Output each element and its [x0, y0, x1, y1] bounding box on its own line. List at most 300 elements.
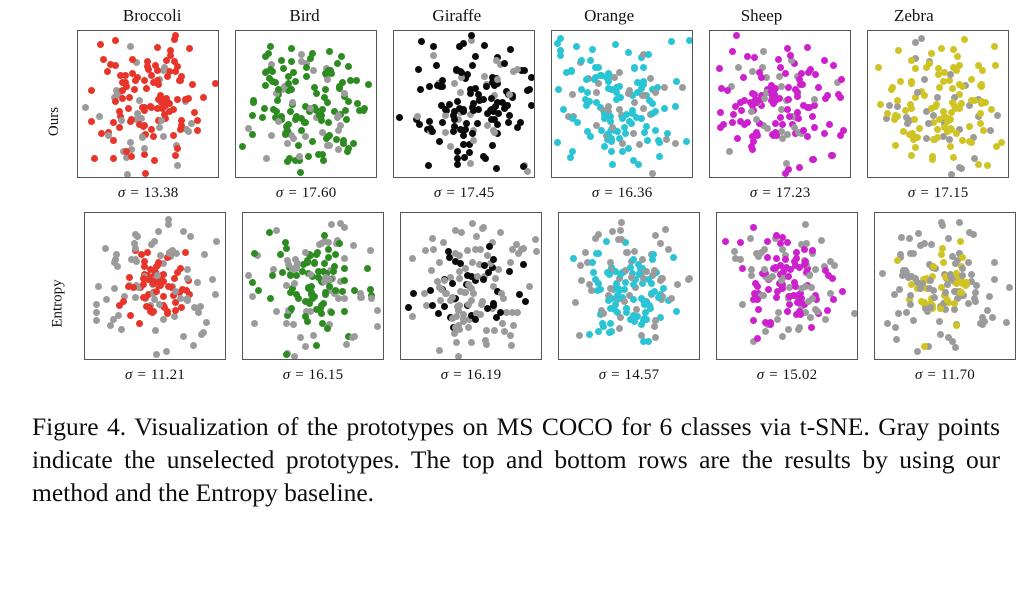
prototype-point — [737, 239, 744, 246]
prototype-point — [751, 54, 758, 61]
prototype-point — [619, 148, 626, 155]
unselected-prototype-point — [341, 295, 348, 302]
column-header-broccoli: Broccoli — [122, 6, 182, 25]
prototype-point — [88, 87, 95, 94]
prototype-point — [587, 57, 594, 64]
unselected-prototype-point — [795, 326, 802, 333]
prototype-point — [749, 146, 756, 153]
scatter-panel — [393, 30, 535, 178]
unselected-prototype-point — [326, 142, 333, 149]
unselected-prototype-point — [139, 134, 146, 141]
prototype-point — [497, 309, 504, 316]
prototype-point — [734, 135, 741, 142]
unselected-prototype-point — [631, 99, 638, 106]
prototype-point — [950, 154, 957, 161]
unselected-prototype-point — [127, 43, 134, 50]
unselected-prototype-point — [893, 336, 900, 343]
prototype-point — [776, 95, 783, 102]
prototype-point — [949, 85, 956, 92]
prototype-point — [521, 67, 528, 74]
prototype-point — [560, 106, 567, 113]
prototype-point — [765, 286, 772, 293]
unselected-prototype-point — [818, 237, 825, 244]
unselected-prototype-point — [501, 328, 508, 335]
unselected-prototype-point — [93, 317, 100, 324]
prototype-point — [824, 307, 831, 314]
prototype-point — [563, 69, 570, 76]
unselected-prototype-point — [569, 91, 576, 98]
sigma-label: σ = 16.15 — [282, 367, 344, 383]
prototype-point — [326, 48, 333, 55]
prototype-point — [672, 103, 679, 110]
prototype-point — [609, 161, 616, 168]
prototype-point — [957, 238, 964, 245]
unselected-prototype-point — [456, 302, 463, 309]
unselected-prototype-point — [526, 283, 533, 290]
unselected-prototype-point — [302, 133, 309, 140]
prototype-point — [812, 71, 819, 78]
prototype-point — [993, 143, 1000, 150]
prototype-point — [892, 142, 899, 149]
prototype-point — [938, 45, 945, 52]
prototype-point — [822, 267, 829, 274]
prototype-point — [434, 82, 441, 89]
prototype-point — [141, 151, 148, 158]
unselected-prototype-point — [245, 125, 252, 132]
unselected-prototype-point — [430, 246, 437, 253]
column-header-zebra: Zebra — [893, 6, 934, 25]
prototype-point — [753, 99, 760, 106]
prototype-point — [894, 97, 901, 104]
column-header-sheep: Sheep — [740, 6, 783, 25]
prototype-point — [650, 251, 657, 258]
unselected-prototype-point — [572, 299, 579, 306]
prototype-point — [902, 107, 909, 114]
prototype-point — [980, 127, 987, 134]
unselected-prototype-point — [82, 104, 89, 111]
prototype-point — [717, 109, 724, 116]
unselected-prototype-point — [616, 106, 623, 113]
prototype-point — [520, 261, 527, 268]
unselected-prototype-point — [987, 127, 994, 134]
prototype-point — [194, 117, 201, 124]
prototype-point — [415, 66, 422, 73]
unselected-prototype-point — [273, 227, 280, 234]
prototype-point — [410, 290, 417, 297]
prototype-point — [269, 272, 276, 279]
prototype-point — [991, 43, 998, 50]
prototype-point — [304, 257, 311, 264]
unselected-prototype-point — [945, 235, 952, 242]
prototype-point — [975, 161, 982, 168]
prototype-point — [953, 322, 960, 329]
prototype-point — [668, 38, 675, 45]
prototype-point — [634, 89, 641, 96]
prototype-point — [809, 113, 816, 120]
unselected-prototype-point — [927, 277, 934, 284]
unselected-prototype-point — [180, 333, 187, 340]
unselected-prototype-point — [443, 290, 450, 297]
unselected-prototype-point — [674, 281, 681, 288]
unselected-prototype-point — [409, 313, 416, 320]
scatter-panel — [558, 212, 700, 360]
unselected-prototype-point — [498, 290, 505, 297]
prototype-point — [454, 98, 461, 105]
prototype-point — [928, 50, 935, 57]
unselected-prototype-point — [310, 67, 317, 74]
prototype-point — [427, 287, 434, 294]
unselected-prototype-point — [468, 339, 475, 346]
prototype-point — [277, 251, 284, 258]
prototype-point — [182, 249, 189, 256]
unselected-prototype-point — [748, 266, 755, 273]
prototype-point — [107, 61, 114, 68]
prototype-point — [640, 78, 647, 85]
unselected-prototype-point — [298, 51, 305, 58]
prototype-point — [480, 276, 487, 283]
prototype-point — [481, 42, 488, 49]
unselected-prototype-point — [607, 259, 614, 266]
prototype-point — [826, 121, 833, 128]
prototype-point — [785, 273, 792, 280]
unselected-prototype-point — [470, 137, 477, 144]
prototype-point — [429, 128, 436, 135]
unselected-prototype-point — [148, 241, 155, 248]
prototype-point — [625, 145, 632, 152]
sigma-label: σ = 13.38 — [117, 185, 179, 201]
unselected-prototype-point — [367, 247, 374, 254]
prototype-point — [772, 120, 779, 127]
unselected-prototype-point — [668, 295, 675, 302]
unselected-prototype-point — [132, 294, 139, 301]
prototype-point — [888, 86, 895, 93]
prototype-point — [724, 87, 731, 94]
prototype-point — [630, 157, 637, 164]
prototype-point — [796, 76, 803, 83]
prototype-point — [332, 287, 339, 294]
unselected-prototype-point — [470, 290, 477, 297]
unselected-prototype-point — [779, 246, 786, 253]
prototype-point — [961, 36, 968, 43]
unselected-prototype-point — [422, 247, 429, 254]
unselected-prototype-point — [931, 294, 938, 301]
unselected-prototype-point — [761, 95, 768, 102]
prototype-point — [670, 254, 677, 261]
prototype-point — [267, 43, 274, 50]
unselected-prototype-point — [483, 327, 490, 334]
prototype-point — [884, 110, 891, 117]
unselected-prototype-point — [532, 236, 539, 243]
prototype-point — [617, 271, 624, 278]
prototype-point — [292, 78, 299, 85]
prototype-point — [897, 78, 904, 85]
unselected-prototype-point — [593, 89, 600, 96]
prototype-point — [460, 132, 467, 139]
prototype-point — [303, 73, 310, 80]
prototype-point — [740, 74, 747, 81]
prototype-point — [417, 86, 424, 93]
unselected-prototype-point — [213, 238, 220, 245]
unselected-prototype-point — [524, 168, 531, 175]
unselected-prototype-point — [251, 320, 258, 327]
prototype-point — [481, 262, 488, 269]
prototype-point — [266, 75, 273, 82]
unselected-prototype-point — [748, 108, 755, 115]
prototype-point — [767, 319, 774, 326]
unselected-prototype-point — [334, 114, 341, 121]
unselected-prototype-point — [618, 219, 625, 226]
prototype-point — [430, 43, 437, 50]
prototype-point — [313, 342, 320, 349]
prototype-point — [625, 49, 632, 56]
prototype-point — [125, 105, 132, 112]
prototype-point — [305, 153, 312, 160]
unselected-prototype-point — [469, 220, 476, 227]
prototype-point — [638, 115, 645, 122]
unselected-prototype-point — [956, 219, 963, 226]
unselected-prototype-point — [906, 235, 913, 242]
prototype-point — [426, 118, 433, 125]
prototype-point — [286, 155, 293, 162]
prototype-point — [140, 281, 147, 288]
prototype-point — [249, 112, 256, 119]
unselected-prototype-point — [625, 90, 632, 97]
prototype-point — [971, 97, 978, 104]
scatter-panel — [400, 212, 542, 360]
unselected-prototype-point — [429, 235, 436, 242]
unselected-prototype-point — [190, 342, 197, 349]
prototype-point — [839, 288, 846, 295]
unselected-prototype-point — [462, 289, 469, 296]
prototype-point — [274, 97, 281, 104]
unselected-prototype-point — [291, 353, 298, 360]
prototype-point — [809, 247, 816, 254]
unselected-prototype-point — [812, 266, 819, 273]
unselected-prototype-point — [991, 276, 998, 283]
prototype-point — [785, 96, 792, 103]
unselected-prototype-point — [481, 73, 488, 80]
prototype-point — [583, 102, 590, 109]
unselected-prototype-point — [921, 76, 928, 83]
row-label-entropy: Entropy — [49, 278, 66, 328]
unselected-prototype-point — [661, 84, 668, 91]
prototype-point — [627, 264, 634, 271]
prototype-point — [167, 52, 174, 59]
prototype-point — [673, 78, 680, 85]
prototype-point — [325, 246, 332, 253]
unselected-prototype-point — [811, 96, 818, 103]
unselected-prototype-point — [1003, 319, 1010, 326]
scatter-panel — [874, 212, 1016, 360]
unselected-prototype-point — [335, 146, 342, 153]
prototype-point — [186, 45, 193, 52]
prototype-point — [463, 120, 470, 127]
unselected-prototype-point — [456, 275, 463, 282]
prototype-point — [652, 127, 659, 134]
prototype-point — [554, 139, 561, 146]
unselected-prototype-point — [160, 316, 167, 323]
unselected-prototype-point — [465, 324, 472, 331]
cell-entropy-broccoli — [76, 212, 234, 394]
prototype-point — [200, 94, 207, 101]
prototype-point — [977, 110, 984, 117]
prototype-point — [164, 73, 171, 80]
unselected-prototype-point — [640, 105, 647, 112]
prototype-point — [784, 308, 791, 315]
unselected-prototype-point — [163, 348, 170, 355]
prototype-point — [441, 303, 448, 310]
unselected-prototype-point — [421, 290, 428, 297]
prototype-point — [506, 112, 513, 119]
prototype-point — [644, 137, 651, 144]
unselected-prototype-point — [457, 89, 464, 96]
prototype-point — [795, 115, 802, 122]
prototype-point — [617, 94, 624, 101]
prototype-point — [131, 86, 138, 93]
unselected-prototype-point — [141, 145, 148, 152]
prototype-point — [608, 86, 615, 93]
unselected-prototype-point — [479, 298, 486, 305]
prototype-point — [313, 90, 320, 97]
unselected-prototype-point — [631, 248, 638, 255]
unselected-prototype-point — [617, 314, 624, 321]
prototype-point — [754, 132, 761, 139]
unselected-prototype-point — [209, 276, 216, 283]
unselected-prototype-point — [628, 274, 635, 281]
unselected-prototype-point — [806, 272, 813, 279]
unselected-prototype-point — [576, 332, 583, 339]
prototype-point — [595, 328, 602, 335]
prototype-point — [944, 128, 951, 135]
prototype-point — [212, 80, 219, 87]
prototype-point — [607, 320, 614, 327]
prototype-point — [98, 130, 105, 137]
prototype-point — [908, 57, 915, 64]
prototype-point — [278, 57, 285, 64]
prototype-point — [172, 68, 179, 75]
unselected-prototype-point — [134, 233, 141, 240]
scatter-panel — [867, 30, 1009, 178]
caption-label: Figure 4. — [32, 412, 127, 441]
prototype-point — [934, 126, 941, 133]
unselected-prototype-point — [343, 341, 350, 348]
row-ours — [40, 30, 990, 212]
prototype-point — [800, 127, 807, 134]
sigma-label: σ = 16.19 — [440, 367, 502, 383]
prototype-point — [891, 116, 898, 123]
unselected-prototype-point — [907, 301, 914, 308]
prototype-point — [174, 96, 181, 103]
prototype-point — [505, 119, 512, 126]
prototype-point — [174, 269, 181, 276]
prototype-point — [821, 130, 828, 137]
prototype-point — [469, 62, 476, 69]
unselected-prototype-point — [349, 334, 356, 341]
prototype-point — [110, 155, 117, 162]
prototype-point — [279, 269, 286, 276]
sigma-label: σ = 14.57 — [598, 367, 660, 383]
prototype-point — [528, 74, 535, 81]
unselected-prototype-point — [805, 298, 812, 305]
prototype-point — [686, 37, 693, 44]
unselected-prototype-point — [769, 273, 776, 280]
prototype-point — [450, 112, 457, 119]
prototype-point — [733, 32, 740, 39]
scatter-panel — [709, 30, 851, 178]
prototype-point — [754, 296, 761, 303]
prototype-point — [466, 149, 473, 156]
prototype-point — [433, 62, 440, 69]
prototype-point — [97, 41, 104, 48]
prototype-point — [328, 309, 335, 316]
unselected-prototype-point — [171, 313, 178, 320]
column-header-orange: Orange — [584, 6, 635, 25]
unselected-prototype-point — [180, 228, 187, 235]
prototype-point — [474, 120, 481, 127]
prototype-point — [801, 246, 808, 253]
prototype-point — [311, 260, 318, 267]
prototype-point — [239, 143, 246, 150]
prototype-point — [110, 137, 117, 144]
prototype-point — [912, 65, 919, 72]
unselected-prototype-point — [184, 266, 191, 273]
unselected-prototype-point — [102, 245, 109, 252]
unselected-prototype-point — [894, 103, 901, 110]
unselected-prototype-point — [959, 272, 966, 279]
prototype-point — [320, 157, 327, 164]
unselected-prototype-point — [803, 240, 810, 247]
unselected-prototype-point — [938, 219, 945, 226]
unselected-prototype-point — [507, 259, 514, 266]
prototype-point — [629, 110, 636, 117]
prototype-point — [262, 82, 269, 89]
prototype-point — [171, 275, 178, 282]
prototype-point — [285, 80, 292, 87]
prototype-point — [958, 289, 965, 296]
prototype-point — [361, 105, 368, 112]
prototype-point — [144, 58, 151, 65]
prototype-point — [953, 130, 960, 137]
unselected-prototype-point — [936, 318, 943, 325]
prototype-point — [569, 148, 576, 155]
unselected-prototype-point — [185, 128, 192, 135]
prototype-point — [259, 114, 266, 121]
prototype-point — [605, 70, 612, 77]
unselected-prototype-point — [639, 256, 646, 263]
row-entropy-cells — [76, 212, 1024, 394]
unselected-prototype-point — [302, 343, 309, 350]
prototype-point — [189, 81, 196, 88]
cell-ours-giraffe — [385, 30, 543, 212]
unselected-prototype-point — [492, 275, 499, 282]
prototype-point — [297, 169, 304, 176]
prototype-point — [449, 280, 456, 287]
unselected-prototype-point — [307, 308, 314, 315]
prototype-point — [988, 106, 995, 113]
prototype-point — [336, 240, 343, 247]
unselected-prototype-point — [775, 309, 782, 316]
unselected-prototype-point — [921, 240, 928, 247]
prototype-point — [116, 124, 123, 131]
unselected-prototype-point — [477, 246, 484, 253]
unselected-prototype-point — [968, 271, 975, 278]
scatter-panel — [77, 30, 219, 178]
unselected-prototype-point — [275, 118, 282, 125]
unselected-prototype-point — [910, 317, 917, 324]
row-label-ours: Ours — [46, 106, 63, 136]
unselected-prototype-point — [93, 301, 100, 308]
unselected-prototype-point — [600, 310, 607, 317]
